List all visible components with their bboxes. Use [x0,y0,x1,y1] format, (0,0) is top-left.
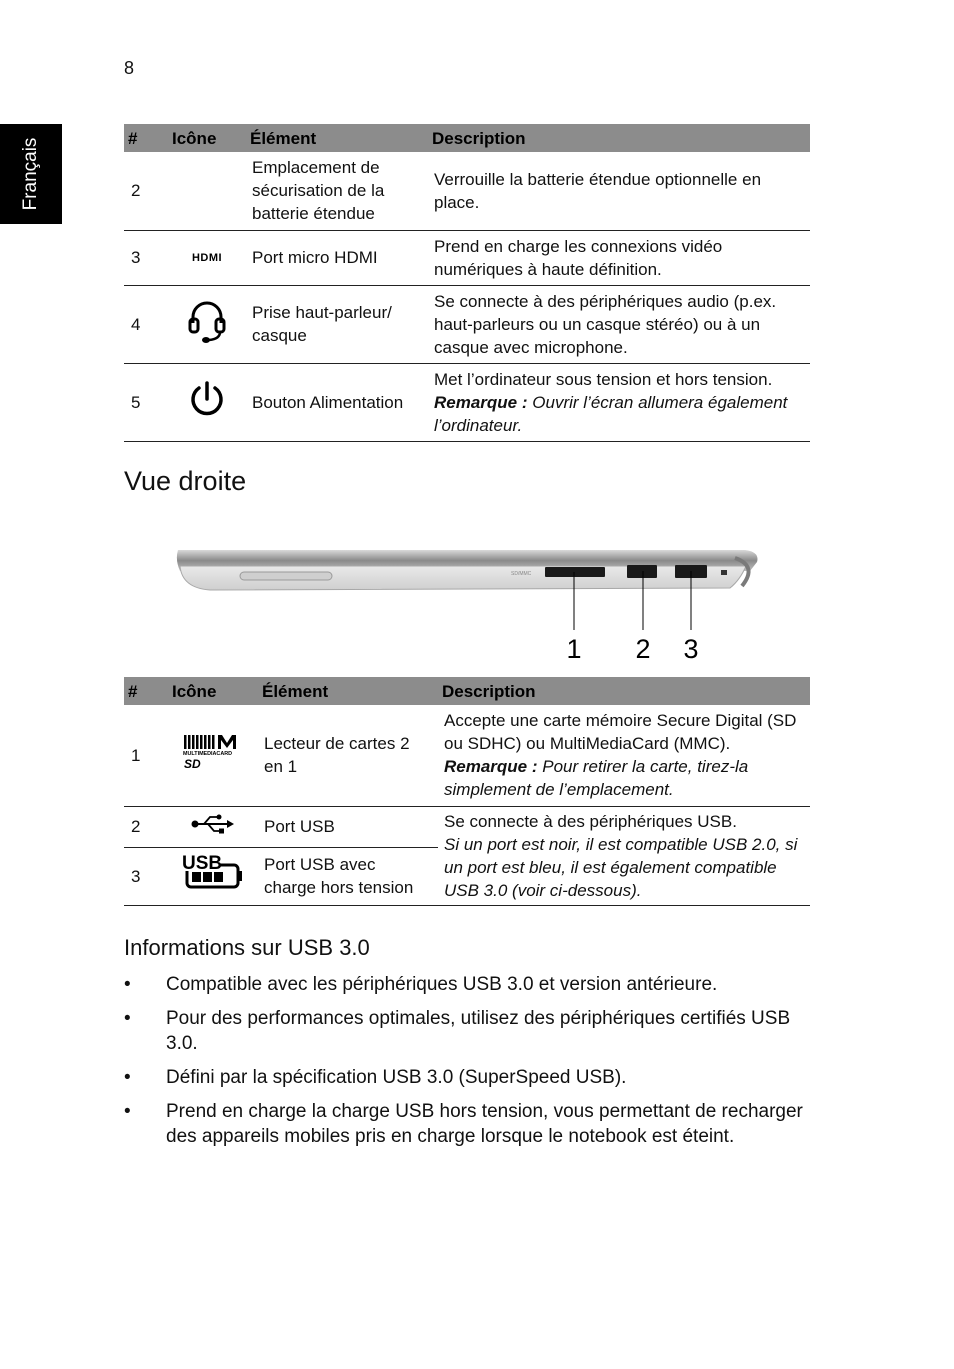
table-header-row [124,677,810,705]
usb-charge-label: USB [182,853,223,874]
table-row [124,705,810,806]
card-logo-bottom: SD [184,757,201,772]
list-item-text: Pour des performances optimales, utilisez des périphériques certifiés USB 3.0. [166,1008,791,1054]
usb-icon [190,819,236,838]
note-text: Ouvrir l’écran allumera également l’ordinateur. [434,392,788,435]
row-number: 5 [124,363,168,441]
callout-1: 1 [566,634,582,664]
bullet-marker: • [124,1101,131,1122]
row-element: Bouton Alimentation [246,363,428,441]
row-element: Lecteur de cartes 2 en 1 [258,705,438,806]
bullet-marker: • [124,974,131,995]
subsection-title: Informations sur USB 3.0 [124,935,370,960]
header-icon: Icône [168,124,246,152]
row-element: Emplacement de sécurisation de la batterie étendue [246,152,428,230]
laptop-right-side-figure [170,538,770,668]
components-table-right [124,677,810,906]
row-description: Verrouille la batterie étendue optionnelle en place. [428,152,810,230]
port-label: SD/MMC [511,571,532,577]
bullet-marker: • [124,1008,131,1029]
description-text: Met l’ordinateur sous tension et hors tension. [434,369,773,389]
row-number: 3 [124,847,168,905]
table-row [124,806,810,847]
row-number: 2 [124,806,168,847]
table-row [124,152,810,230]
row-element: Prise haut-parleur/ casque [246,285,428,363]
list-item [124,1006,814,1056]
row-icon-empty [168,152,246,230]
list-item [124,1099,814,1149]
list-item-text: Défini par la spécification USB 3.0 (SuperSpeed USB). [166,1067,627,1088]
row-description [428,363,810,441]
table-row [124,285,810,363]
description-text: Se connecte à des périphériques USB. [444,811,737,831]
components-table-left [124,124,810,442]
note-label: Remarque : [444,757,538,777]
table-row [124,230,810,285]
language-tab [0,124,62,224]
list-item [124,1065,814,1090]
card-logo-top: MULTIMEDIACARD [183,751,233,758]
card-reader-icon [182,751,244,775]
list-item-text: Prend en charge la charge USB hors tension, vous permettant de recharger des appareils mobiles pris en charge lorsque le notebook est éteint. [166,1101,803,1147]
language-tab-label: Français [20,137,41,211]
svg-text:HDMI: HDMI [191,252,223,263]
table-row [124,363,810,441]
description-text: Accepte une carte mémoire Secure Digital (SD ou SDHC) ou MultiMediaCard (MMC). [444,711,797,754]
row-description [438,806,810,905]
row-description: Prend en charge les connexions vidéo numériques à haute définition. [428,230,810,285]
list-item [124,972,814,997]
power-icon [188,403,226,422]
header-description: Description [428,124,810,152]
headset-icon [187,330,227,349]
note-label: Remarque : [434,392,528,412]
header-element: Élément [258,677,438,705]
bullet-marker: • [124,1067,131,1088]
row-description [438,705,810,806]
row-number: 3 [124,230,168,285]
lock-slot [721,570,727,575]
callout-2: 2 [635,634,651,664]
row-number: 1 [124,705,168,806]
table-header-row [124,124,810,152]
hdmi-icon [182,248,232,267]
header-element: Élément [246,124,428,152]
card-slot [545,567,605,577]
page-number: 8 [124,58,135,78]
section-title: Vue droite [124,466,247,496]
row-number: 4 [124,285,168,363]
usb-port-1 [627,565,657,578]
row-description: Se connecte à des périphériques audio (p.ex. haut-parleurs ou un casque stéréo) ou à un casque avec microphone. [428,285,810,363]
header-number: # [124,677,168,705]
header-description: Description [438,677,810,705]
note-text: Pour retirer la carte, tirez-la simplement de l’emplacement. [444,757,749,800]
usb3-info-list [124,972,814,1158]
row-element: Port USB [258,806,438,847]
header-icon: Icône [168,677,258,705]
row-element: Port USB avec charge hors tension [258,847,438,905]
row-number: 2 [124,152,168,230]
header-number: # [124,124,168,152]
callout-3: 3 [683,634,699,664]
list-item-text: Compatible avec les périphériques USB 3.0 et version antérieure. [166,974,718,995]
usb-charge-icon [180,853,246,897]
note-text: Si un port est noir, il est compatible USB 2.0, si un port est bleu, il est également compatible USB 3.0 (voir ci-dessous). [444,834,798,900]
row-element: Port micro HDMI [246,230,428,285]
